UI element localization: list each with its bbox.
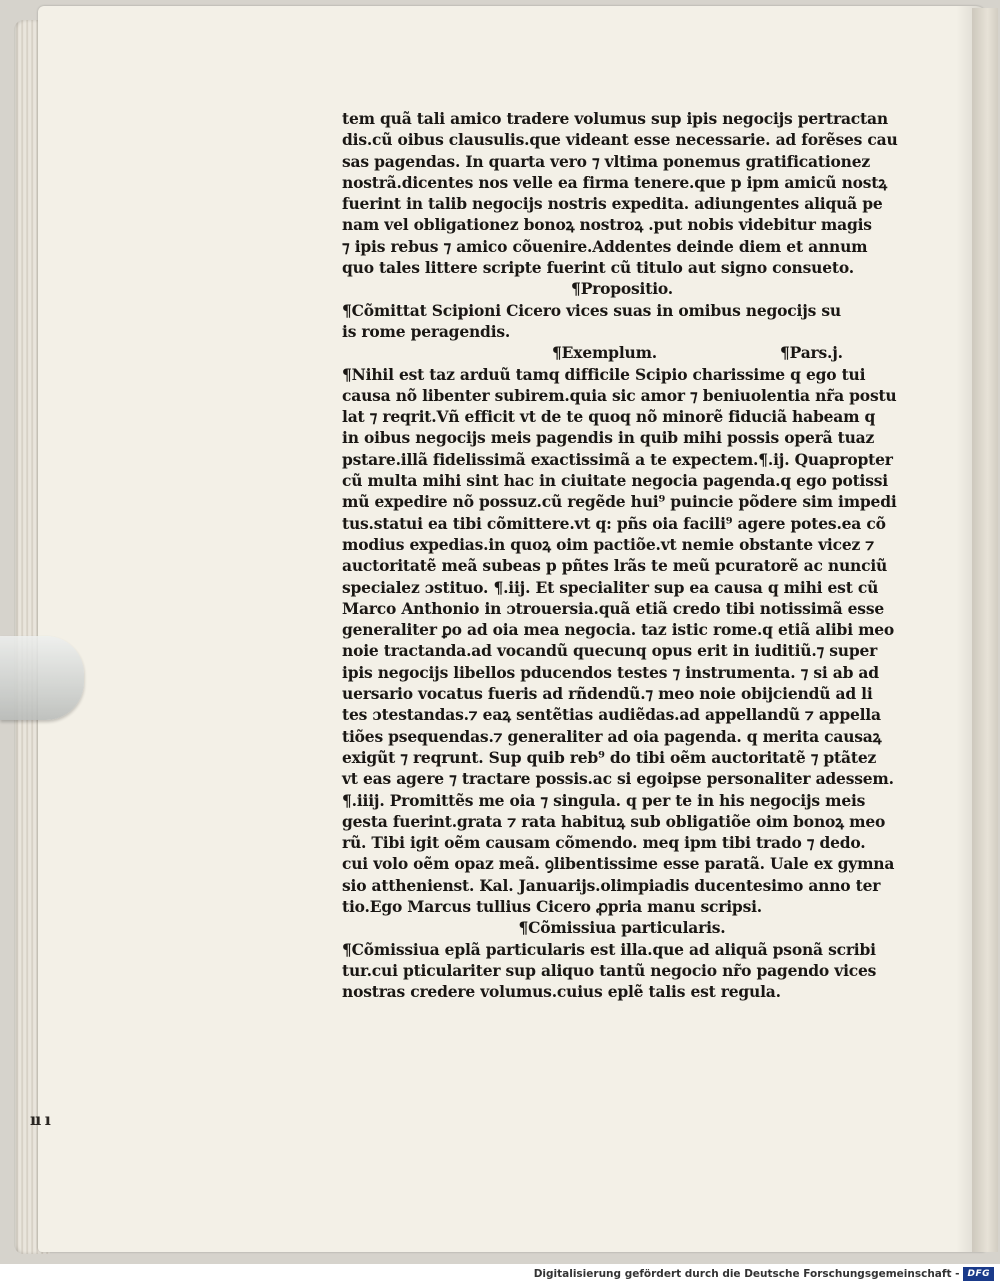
- text-line: lat ⁊ reqrit.Vñ efficit vt de te quoq nõ minorẽ fiduciã habeam q: [342, 407, 876, 427]
- text-line: rũ. Tibi igit oẽm causam cõmendo. meq ipm tibi trado ⁊ dedo.: [342, 833, 866, 853]
- text-line: ¶Cõmissiua eplã particularis est illa.que ad aliquã psonã scribi: [342, 939, 876, 959]
- text-line: exigũt ⁊ reqrunt. Sup quib reb⁹ do tibi oẽm auctoritatẽ ⁊ ptãtez: [342, 747, 877, 767]
- text-line: is rome peragendis.: [342, 321, 511, 341]
- text-line: vt eas agere ⁊ tractare possis.ac si egoipse personaliter adessem.: [342, 769, 894, 789]
- section-heading-pars: ¶Pars.j.: [780, 343, 843, 363]
- text-line: in oibus negocijs meis pagendis in quib mihi possis operã tuaz: [342, 428, 875, 448]
- text-line: causa nõ libenter subirem.quia sic amor ⁊ beniuolentia nr̃a postu: [342, 385, 897, 405]
- text-line: quo tales littere scripte fuerint cũ titulo aut signo consueto.: [342, 258, 854, 278]
- text-line: pstare.illã fidelissimã exactissimã a te expectem.¶.ij. Quapropter: [342, 449, 893, 469]
- text-line: specialez ɔstituo. ¶.iij. Et specialiter sup ea causa q mihi est cũ: [342, 577, 879, 597]
- text-line: tiões psequendas.⁊ generaliter ad oia pagenda. q merita causaꝝ: [342, 726, 882, 746]
- text-line: dis.cũ oibus clausulis.que videant esse necessarie. ad forẽses cau: [342, 130, 898, 150]
- text-line: gesta fuerint.grata ⁊ rata habituꝝ sub obligatiõe oim bonoꝝ meo: [342, 811, 886, 831]
- text-line: nostras credere volumus.cuius eplẽ talis est regula.: [342, 982, 781, 1002]
- text-line: ⁊ ipis rebus ⁊ amico cõuenire.Addentes deinde diem et annum: [342, 236, 868, 256]
- text-line: uersario vocatus fueris ad rñdendũ.⁊ meo noie obijciendũ ad li: [342, 684, 873, 704]
- text-line: ipis negocijs libellos pducendos testes ⁊ instrumenta. ⁊ si ab ad: [342, 662, 879, 682]
- text-block: [342, 108, 902, 1002]
- text-line: tem quã tali amico tradere volumus sup ipis negocijs pertractan: [342, 109, 888, 128]
- text-line: ¶Nihil est taz arduũ tamq difficile Scipio charissime q ego tui: [342, 364, 866, 384]
- margin-mark: ıı ı: [30, 1110, 50, 1129]
- text-line: tio.Ego Marcus tullius Cicero ꝓpria manu scripsi.: [342, 896, 762, 916]
- text-line: fuerint in talib negocijs nostris expedita. adiungentes aliquã pe: [342, 194, 883, 214]
- text-line: sio atthenienst. Kal. Januarijs.olimpiadis ducentesimo anno ter: [342, 875, 881, 895]
- footer-credit: Digitalisierung gefördert durch die Deutsche Forschungsgemeinschaft -: [533, 1268, 960, 1280]
- text-line: mũ expedire nõ possuz.cũ regẽde hui⁹ puincie põdere sim impedi: [342, 492, 897, 512]
- text-line: ¶.iiij. Promittẽs me oia ⁊ singula. q per te in his negocijs meis: [342, 790, 866, 810]
- text-line: modius expedias.in quoꝝ oim pactiõe.vt nemie obstante vicez ⁊: [342, 534, 874, 554]
- exemplum-row: [342, 342, 902, 363]
- page-clip: [0, 636, 84, 720]
- text-line: tes ɔtestandas.⁊ eaꝝ sentẽtias audiẽdas.ad appellandũ ⁊ appella: [342, 705, 881, 725]
- text-line: noie tractanda.ad vocandũ quecunq opus erit in iuditiũ.⁊ super: [342, 641, 878, 661]
- text-line: cui volo oẽm opaz meã. ꝯlibentissime esse paratã. Uale ex gymna: [342, 854, 895, 874]
- text-line: Marco Anthonio in ɔtrouersia.quã etiã credo tibi notissimã esse: [342, 598, 885, 618]
- text-line: tus.statui ea tibi cõmittere.vt q: pñs oia facili⁹ agere potes.ea cõ: [342, 513, 886, 533]
- section-heading-exemplum: ¶Exemplum.: [552, 343, 657, 363]
- text-line: nostrã.dicentes nos velle ea firma tenere.que p ipm amicũ nostꝝ: [342, 172, 888, 192]
- text-line: auctoritatẽ meã subeas p pñtes lrãs te meũ pcuratorẽ ac nunciũ: [342, 556, 888, 576]
- text-line: ¶Cõmittat Scipioni Cicero vices suas in omibus negocijs su: [342, 300, 841, 320]
- text-line: cũ multa mihi sint hac in ciuitate negocia pagenda.q ego potissi: [342, 471, 888, 491]
- text-line: tur.cui pticulariter sup aliquo tantũ negocio nr̃o pagendo vices: [342, 960, 877, 980]
- footer-bar: [0, 1264, 1000, 1284]
- text-line: sas pagendas. In quarta vero ⁊ vltima ponemus gratificationez: [342, 151, 870, 171]
- dfg-logo[interactable]: DFG: [963, 1267, 994, 1281]
- section-heading-propositio: ¶Propositio.: [571, 279, 673, 299]
- text-line: generaliter ꝑo ad oia mea negocia. taz istic rome.q etiã alibi meo: [342, 620, 895, 640]
- text-line: nam vel obligationez bonoꝝ nostroꝝ .put nobis videbitur magis: [342, 215, 872, 235]
- section-heading-commissiua: ¶Cõmissiua particularis.: [518, 918, 726, 938]
- book-gutter: [972, 8, 998, 1252]
